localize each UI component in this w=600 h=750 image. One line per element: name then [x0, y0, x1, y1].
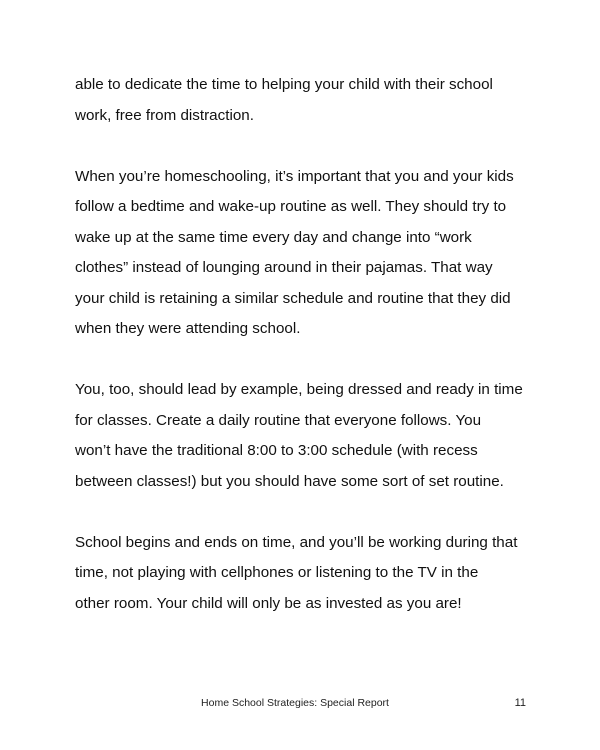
text-line: School begins and ends on time, and you’ll be working during that	[75, 533, 518, 551]
text-line: When you’re homeschooling, it’s important that you and your kids	[75, 167, 514, 185]
paragraph	[75, 528, 545, 620]
text-line: your child is retaining a similar schedule and routine that they did	[75, 289, 511, 307]
text-line: between classes!) but you should have some sort of set routine.	[75, 472, 504, 490]
paragraph	[75, 162, 545, 345]
paragraph	[75, 70, 545, 131]
paragraph	[75, 375, 545, 497]
paragraph-spacer	[75, 497, 545, 528]
text-line: for classes. Create a daily routine that everyone follows. You	[75, 411, 482, 429]
body-text	[75, 70, 545, 619]
page-number: 11	[514, 697, 526, 709]
text-line: clothes” instead of lounging around in their pajamas. That way	[75, 259, 493, 276]
text-line: time, not playing with cellphones or listening to the TV in the	[75, 564, 479, 581]
footer-title: Home School Strategies: Special Report	[201, 697, 389, 709]
text-line: won’t have the traditional 8:00 to 3:00 schedule (with recess	[75, 442, 478, 459]
paragraph-spacer	[75, 131, 545, 162]
text-line: other room. Your child will only be as invested as you are!	[75, 594, 462, 612]
text-line: follow a bedtime and wake-up routine as well. They should try to	[75, 198, 507, 215]
text-line: wake up at the same time every day and change into “work	[75, 228, 472, 246]
paragraph-spacer	[75, 345, 545, 376]
text-line: You, too, should lead by example, being dressed and ready in time	[75, 381, 523, 398]
page-footer	[0, 697, 600, 713]
text-line: able to dedicate the time to helping your child with their school	[75, 76, 493, 93]
text-line: when they were attending school.	[75, 320, 301, 337]
text-line: work, free from distraction.	[75, 106, 254, 124]
